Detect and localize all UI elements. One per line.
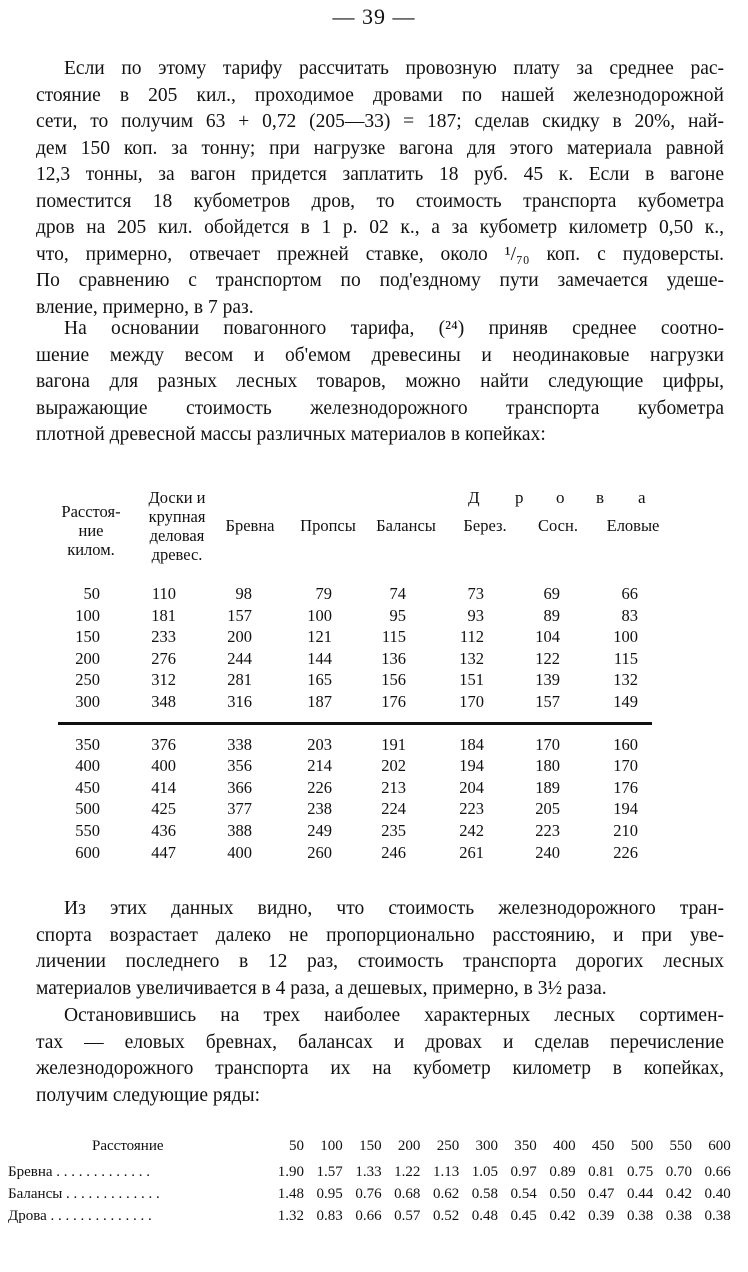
table-cell: 132 — [459, 648, 484, 668]
table-row — [58, 670, 708, 692]
table-cell: 249 — [307, 820, 332, 840]
table2-cell: 1.32 — [277, 1208, 304, 1224]
table-cell: 79 — [315, 584, 332, 603]
text-line: тах — еловых бревнах, балансах и дровах и сделав перечисление — [36, 1031, 724, 1053]
table-cell: 184 — [459, 734, 484, 754]
table2-distance-header: 450 — [591, 1138, 615, 1154]
table2-cell: 1.13 — [432, 1164, 460, 1180]
table-cell: 205 — [535, 799, 560, 819]
text-line: получим следующие ряды: — [36, 1084, 261, 1106]
table-cell: 235 — [381, 820, 406, 840]
table2-cell: 0.52 — [432, 1208, 460, 1224]
table-cell: 550 — [75, 820, 100, 840]
table2-row — [8, 1164, 738, 1186]
table2-cell: 0.42 — [665, 1186, 692, 1202]
table-cell: 240 — [535, 842, 560, 862]
table-cell: 170 — [459, 691, 484, 711]
table-cell: 204 — [459, 777, 484, 797]
text-line: Если по этому тарифу рассчитать провозную плату за среднее рас- — [64, 58, 724, 79]
table-cell: 160 — [613, 734, 638, 754]
table-cell: 200 — [227, 627, 252, 647]
table-cell: 149 — [613, 691, 638, 711]
header-firewood-letter: а — [638, 488, 646, 507]
table-row — [58, 821, 708, 843]
text-line: железнодорожного транспорта их на кубометр километр в копейках, — [36, 1058, 724, 1079]
table2-row — [8, 1186, 738, 1208]
page-number: — 39 — — [332, 4, 416, 29]
table2-cell: 1.90 — [277, 1164, 304, 1180]
table-cell: 377 — [227, 799, 252, 819]
table-cell: 189 — [535, 777, 560, 797]
table2-distance-header: 100 — [320, 1138, 343, 1154]
table2-distance-header: 500 — [630, 1138, 654, 1154]
table-cell: 376 — [151, 734, 176, 754]
table-cell: 180 — [535, 756, 560, 776]
paragraph-wagon-tariff — [36, 316, 724, 449]
table-cell: 157 — [535, 691, 560, 711]
table-cell: 132 — [613, 670, 638, 690]
table2-distance-header: 50 — [289, 1138, 304, 1154]
table-cell: 150 — [75, 627, 100, 647]
table2-distance-header: 400 — [553, 1138, 576, 1154]
table-cell: 213 — [381, 777, 406, 797]
table2-cell: 0.54 — [510, 1186, 537, 1202]
table-cell: 250 — [75, 670, 100, 690]
table-cell: 157 — [227, 605, 252, 625]
table-cell: 66 — [621, 584, 638, 603]
table-cell: 100 — [75, 605, 100, 625]
table2-cell: 0.50 — [549, 1186, 576, 1202]
table-cell: 98 — [235, 584, 252, 603]
table2-cell: 0.48 — [471, 1208, 498, 1224]
paragraph-series-intro — [36, 1003, 724, 1109]
table-cell: 500 — [75, 799, 100, 819]
header-firewood-letter: о — [556, 488, 565, 507]
table2-distance-header: 250 — [436, 1138, 460, 1154]
table2-distance-header: 200 — [397, 1138, 421, 1154]
table-cell: 151 — [459, 670, 484, 690]
header-firewood-letter: р — [515, 488, 524, 507]
table-cell: 176 — [381, 691, 406, 711]
table2-cell: 0.66 — [355, 1208, 382, 1224]
table2-row — [8, 1208, 738, 1230]
table-rows-bottom — [58, 735, 708, 865]
table-cell: 100 — [307, 605, 332, 625]
table-cell: 238 — [307, 799, 332, 819]
header-pine: Сосн. — [538, 516, 578, 535]
table2-distance-header: 350 — [514, 1138, 537, 1154]
text-line: личении последнего в 12 раз, стоимость транспорта дорогих лесных — [36, 951, 724, 972]
table-cell: 194 — [459, 756, 484, 776]
table-cell: 69 — [543, 584, 560, 603]
header-logs: Бревна — [225, 516, 275, 535]
table-cell: 600 — [75, 842, 100, 862]
table2-cell: 0.44 — [626, 1186, 654, 1202]
table-cell: 425 — [151, 799, 176, 819]
table-cell: 50 — [83, 584, 100, 603]
table-cell: 203 — [307, 734, 332, 754]
text-line: вление, примерно, в 7 раз. — [36, 296, 254, 318]
table-cell: 226 — [613, 842, 638, 862]
table-cell: 316 — [227, 691, 252, 711]
table-cell: 93 — [467, 605, 484, 625]
table-cell: 338 — [227, 734, 252, 754]
table2-distance-header: 300 — [475, 1138, 498, 1154]
table-rows-top — [58, 584, 708, 714]
text-line: сети, то получим 63 + 0,72 (205—33) = 187; сделав скидку в 20%, най- — [36, 111, 724, 132]
text-line: Остановившись на трех наиболее характерных лесных сортимен- — [64, 1005, 724, 1026]
text-line: стояние в 205 кил., проходимое дровами по нашей железнодорожной — [36, 84, 724, 106]
table-cell: 176 — [613, 777, 638, 797]
table-row — [58, 692, 708, 714]
text-line: спорта возрастает далеко не пропорционально расстоянию, и при уве- — [36, 924, 724, 946]
table-row — [58, 778, 708, 800]
table-cell: 223 — [535, 820, 560, 840]
text-line: На основании повагонного тарифа, (²⁴) приняв среднее соотно- — [64, 318, 724, 339]
text-line: По сравнению с транспортом по под'ездному пути замечается удеше- — [36, 270, 724, 291]
table2-cell: 0.97 — [510, 1164, 537, 1180]
table2-cell: 0.70 — [665, 1164, 692, 1180]
header-spruce: Еловые — [606, 516, 660, 535]
table-cell: 170 — [613, 756, 638, 776]
header-firewood-letter: в — [596, 488, 605, 507]
table-cell: 276 — [151, 648, 176, 668]
text-line: шение между весом и об'емом древесины и неодинаковые нагрузки — [36, 344, 724, 366]
table-cell: 436 — [151, 820, 176, 840]
table2-cell: 0.81 — [588, 1164, 615, 1180]
table-cell: 447 — [151, 842, 176, 862]
table2-cell: 0.38 — [665, 1208, 692, 1224]
table-cell: 214 — [307, 756, 332, 776]
table-cell: 187 — [307, 691, 332, 711]
table-cell: 139 — [535, 670, 560, 690]
table2-cell: 1.22 — [394, 1164, 421, 1180]
table-cell: 170 — [535, 734, 560, 754]
table2-cell: 0.62 — [432, 1186, 460, 1202]
table-row — [58, 843, 708, 865]
table-cell: 400 — [227, 842, 252, 862]
table2-row-label: Дрова . . . . . . . . . . . . . . — [8, 1208, 152, 1224]
table-cell: 281 — [227, 670, 252, 690]
table2-distance-header: 600 — [708, 1138, 731, 1154]
table-cell: 414 — [151, 777, 176, 797]
header-props: Пропсы — [300, 516, 356, 535]
table-cell: 115 — [613, 648, 638, 668]
table-cell: 144 — [307, 648, 332, 668]
table2-cell: 0.89 — [549, 1164, 576, 1180]
table-cell: 122 — [535, 648, 560, 668]
table-row — [58, 799, 708, 821]
table2-cell: 0.58 — [471, 1186, 498, 1202]
table-header — [58, 484, 708, 584]
table-cell: 246 — [381, 842, 406, 862]
table-cell: 121 — [307, 627, 332, 647]
table-cell: 400 — [75, 756, 100, 776]
table-row — [58, 756, 708, 778]
text-line: что, примерно, отвечает прежней ставке, около ¹/₇₀ коп. с пудоверсты. — [36, 243, 724, 265]
table2-cell: 0.47 — [588, 1186, 615, 1202]
text-line: плотной древесной массы различных материалов в копейках: — [36, 424, 546, 445]
table-row — [58, 606, 708, 628]
table2-distance-header: 550 — [669, 1138, 692, 1154]
table2-cell: 1.48 — [277, 1186, 304, 1202]
table2-header — [8, 1138, 738, 1164]
header-balances: Балансы — [376, 516, 436, 535]
table-cell: 366 — [227, 777, 252, 797]
text-line: 12,3 тонны, за вагон придется заплатить 18 руб. 45 к. Если в вагоне — [36, 164, 724, 185]
table-cell: 224 — [381, 799, 406, 819]
table-cell: 261 — [459, 842, 484, 862]
table-cell: 136 — [381, 648, 406, 668]
text-line: Из этих данных видно, что стоимость железнодорожного тран- — [64, 898, 724, 919]
text-line: материалов увеличивается в 4 раза, а дешевых, примерно, в 3½ раза. — [36, 977, 607, 999]
table2-cell: 0.39 — [588, 1208, 615, 1224]
table-cell: 200 — [75, 648, 100, 668]
table-cell: 115 — [381, 627, 406, 647]
table2-cell: 0.57 — [394, 1208, 421, 1224]
table-cell: 110 — [151, 584, 176, 603]
table-cell: 95 — [389, 605, 406, 625]
table-cell: 233 — [151, 627, 176, 647]
table2-cell: 0.83 — [316, 1208, 343, 1224]
paragraph-tariff-calculation — [36, 56, 724, 321]
table-cell: 226 — [307, 777, 332, 797]
table2-body — [8, 1164, 738, 1230]
table2-cell: 1.05 — [471, 1164, 498, 1180]
header-boards: Доски и крупная деловая древес. — [148, 488, 206, 564]
table-cell: 260 — [307, 842, 332, 862]
table-cell: 89 — [543, 605, 560, 625]
table-row — [58, 735, 708, 757]
table-cell: 388 — [227, 820, 252, 840]
header-firewood-letter: Д — [468, 488, 480, 507]
text-line: дров на 205 кил. обойдется в 1 р. 02 к., а за кубометр километр 0,50 к., — [36, 217, 724, 238]
table-cell: 223 — [459, 799, 484, 819]
table-body — [58, 584, 708, 864]
table-cell: 450 — [75, 777, 100, 797]
table2-header-label: Расстояние — [92, 1138, 164, 1154]
table-row — [58, 627, 708, 649]
table2-cell: 0.38 — [626, 1208, 654, 1224]
table-cell: 300 — [75, 691, 100, 711]
table-cell: 312 — [151, 670, 176, 690]
table-cell: 104 — [535, 627, 560, 647]
table-row — [58, 649, 708, 671]
table-cell: 83 — [621, 605, 638, 625]
table2-cell: 1.33 — [355, 1164, 382, 1180]
table2-row-label: Бревна . . . . . . . . . . . . . — [8, 1164, 151, 1180]
table2-cell: 1.57 — [316, 1164, 343, 1180]
table2-cell: 0.38 — [704, 1208, 731, 1224]
table-cell: 74 — [389, 584, 406, 603]
table-cell: 156 — [381, 670, 406, 690]
table2-cell: 0.40 — [704, 1186, 731, 1202]
header-birch: Берез. — [463, 516, 507, 535]
table-cell: 242 — [459, 820, 484, 840]
table-cell: 400 — [151, 756, 176, 776]
text-line: дем 150 коп. за тонну; при нагрузке вагона для этого материала равной — [36, 137, 724, 159]
cost-per-cubic-km-table — [8, 1138, 738, 1230]
table-cell: 244 — [227, 648, 252, 668]
table-cell: 73 — [467, 584, 484, 603]
table2-cell: 0.75 — [626, 1164, 654, 1180]
text-line: вагона для разных лесных товаров, можно найти следующие цифры, — [36, 371, 724, 392]
table2-cell: 0.45 — [510, 1208, 537, 1224]
table2-cell: 0.42 — [549, 1208, 576, 1224]
table-cell: 165 — [307, 670, 332, 690]
table2-distance-header: 150 — [359, 1138, 382, 1154]
table2-cell: 0.95 — [316, 1186, 343, 1202]
table2-cell: 0.68 — [394, 1186, 421, 1202]
table-cell: 210 — [613, 820, 638, 840]
table-divider-rule — [58, 722, 652, 725]
table2-cell: 0.76 — [355, 1186, 382, 1202]
table-cell: 348 — [151, 691, 176, 711]
text-line: выражающие стоимость железнодорожного транспорта кубометра — [36, 397, 724, 419]
text-line: поместится 18 кубометров дров, то стоимость транспорта кубометра — [36, 190, 724, 212]
table-row — [58, 584, 708, 606]
table-cell: 350 — [75, 734, 100, 754]
table-cell: 356 — [227, 756, 252, 776]
table-cell: 194 — [613, 799, 638, 819]
table2-cell: 0.66 — [704, 1164, 731, 1180]
table-cell: 181 — [151, 605, 176, 625]
table2-row-label: Балансы . . . . . . . . . . . . . — [8, 1186, 160, 1202]
paragraph-conclusion — [36, 896, 724, 1002]
table-cell: 202 — [381, 756, 406, 776]
header-distance: Расстоя- ние килом. — [61, 502, 121, 559]
table-cell: 112 — [459, 627, 484, 647]
table-cell: 100 — [613, 627, 638, 647]
table-cell: 191 — [381, 734, 406, 754]
